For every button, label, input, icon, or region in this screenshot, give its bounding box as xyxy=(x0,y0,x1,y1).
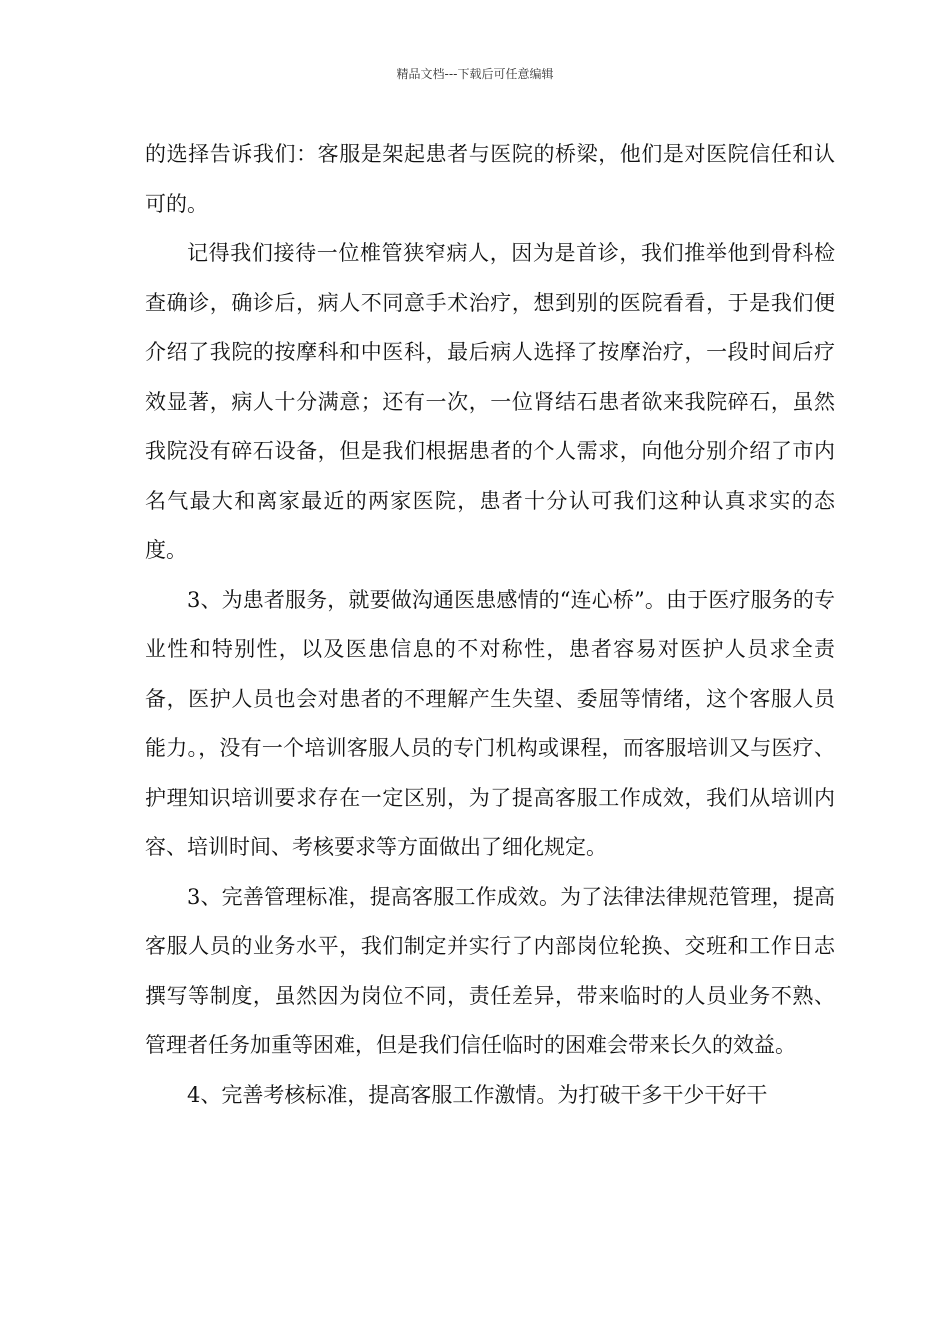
paragraph-4: 3、完善管理标准，提高客服工作成效。为了法律法律规范管理，提高客服人员的业务水平，我们制定并实行了内部岗位轮换、交班和工作日志撰写等制度，虽然因为岗位不同，责任差异，带来临时的人员业务不熟、管理者任务加重等困难，但是我们信任临时的困难会带来长久的效益。 xyxy=(145,884,835,1057)
paragraph-3: 3、为患者服务，就要做沟通医患感情的“连心桥”。由于医疗服务的专业性和特别性，以及医患信息的不对称性，患者容易对医护人员求全责备，医护人员也会对患者的不理解产生失望、委屈等情绪，这个客服人员能力。，没有一个培训客服人员的专门机构或课程，而客服培训又与医疗、护理知识培训要求存在一定区别，为了提高客服工作成效，我们从培训内容、培训时间、考核要求等方面做出了细化规定。 xyxy=(145,587,835,859)
document-body xyxy=(145,130,835,1120)
paragraph-5: 4、完善考核标准，提高客服工作激情。为打破干多干少干好干 xyxy=(187,1082,768,1107)
paragraph-1: 的选择告诉我们：客服是架起患者与医院的桥梁，他们是对医院信任和认可的。 xyxy=(145,142,835,216)
paragraph-2: 记得我们接待一位椎管狭窄病人，因为是首诊，我们推举他到骨科检查确诊，确诊后，病人不同意手术治疗，想到别的医院看看，于是我们便介绍了我院的按摩科和中医科，最后病人选择了按摩治疗，一段时间后疗效显著，病人十分满意；还有一次，一位肾结石患者欲来我院碎石，虽然我院没有碎石设备，但是我们根据患者的个人需求，向他分别介绍了市内名气最大和离家最近的两家医院，患者十分认可我们这种认真求实的态度。 xyxy=(145,241,835,562)
page-header: 精品文档---下载后可任意编辑 xyxy=(396,67,554,81)
